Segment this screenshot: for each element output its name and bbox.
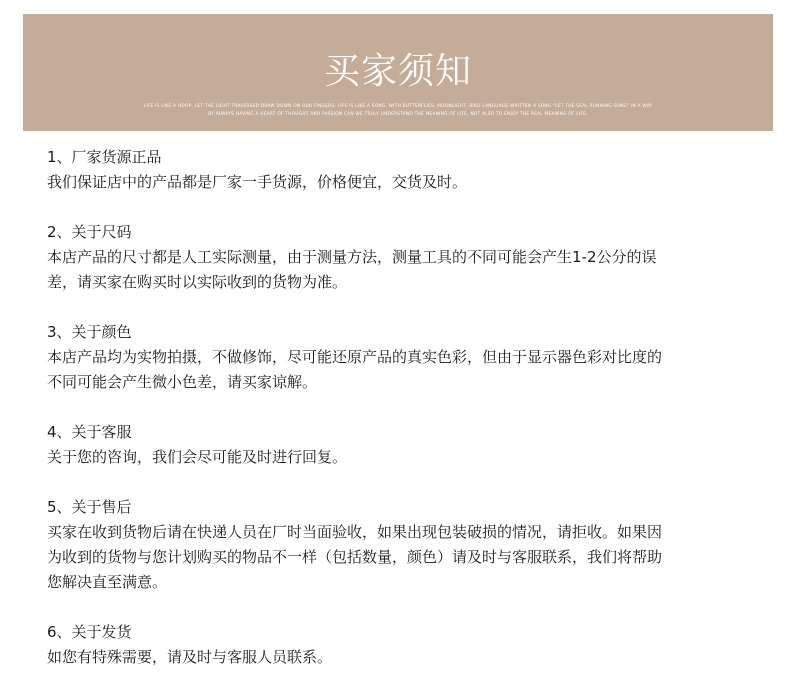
section-after-sales	[47, 495, 772, 595]
section-color	[47, 320, 772, 395]
banner-title: 买家须知	[323, 51, 472, 92]
notice-content	[47, 145, 772, 695]
section-body-line: 买家在收到货物后请在快递人员在厂时当面验收，如果出现包装破损的情况，请拒收。如果因	[47, 523, 663, 541]
section-body-line: 差，请买家在购买时以实际收到的货物为准。	[47, 273, 348, 291]
section-heading: 3、关于颜色	[47, 323, 132, 341]
section-customer-service	[47, 420, 772, 470]
section-heading: 5、关于售后	[47, 498, 132, 516]
section-body-line: 如您有特殊需要，请及时与客服人员联系。	[47, 648, 333, 666]
notice-banner	[23, 14, 773, 131]
section-body-line: 您解决直至满意。	[47, 573, 168, 591]
section-size	[47, 220, 772, 295]
banner-subtitle-line-2: BY ALWAYS HAVING A HEART OF THOUGHT AND PASSION CAN WE TRULY UNDERSTAND THE MEANING OF LIFE, NOT ALSO TO ENJOY THE REAL MEANING OF LIFE.	[208, 112, 588, 117]
section-body-line: 关于您的咨询，我们会尽可能及时进行回复。	[47, 448, 348, 466]
section-heading: 6、关于发货	[47, 623, 132, 641]
section-body-line: 不同可能会产生微小色差，请买家谅解。	[47, 373, 318, 391]
section-body-line: 为收到的货物与您计划购买的物品不一样（包括数量，颜色）请及时与客服联系，我们将帮助	[47, 548, 663, 566]
section-body-line: 我们保证店中的产品都是厂家一手货源，价格便宜，交货及时。	[47, 173, 468, 191]
section-heading: 4、关于客服	[47, 423, 132, 441]
section-heading: 1、厂家货源正品	[47, 148, 162, 166]
section-body-line: 本店产品均为实物拍摄，不做修饰，尽可能还原产品的真实色彩，但由于显示器色彩对比度的	[47, 348, 663, 366]
section-genuine-source	[47, 145, 772, 195]
section-shipping	[47, 620, 772, 670]
section-body-line: 本店产品的尺寸都是人工实际测量，由于测量方法，测量工具的不同可能会产生1-2公分的误	[47, 248, 657, 266]
banner-subtitle-line-1: LIFE IS LIKE A HOOP, LET THE LIGHT TRAVERSED DRAW DOWN ON OUR FINGERS; LIFE IS LIKE A SONG, WITH BUTTERFLIES, MOONLIGHT, BIRD LANGUAGE WRITTEN A SONG "LET THE SEAL RUNNING SONG" IN A WAY	[143, 104, 653, 109]
section-heading: 2、关于尺码	[47, 223, 132, 241]
